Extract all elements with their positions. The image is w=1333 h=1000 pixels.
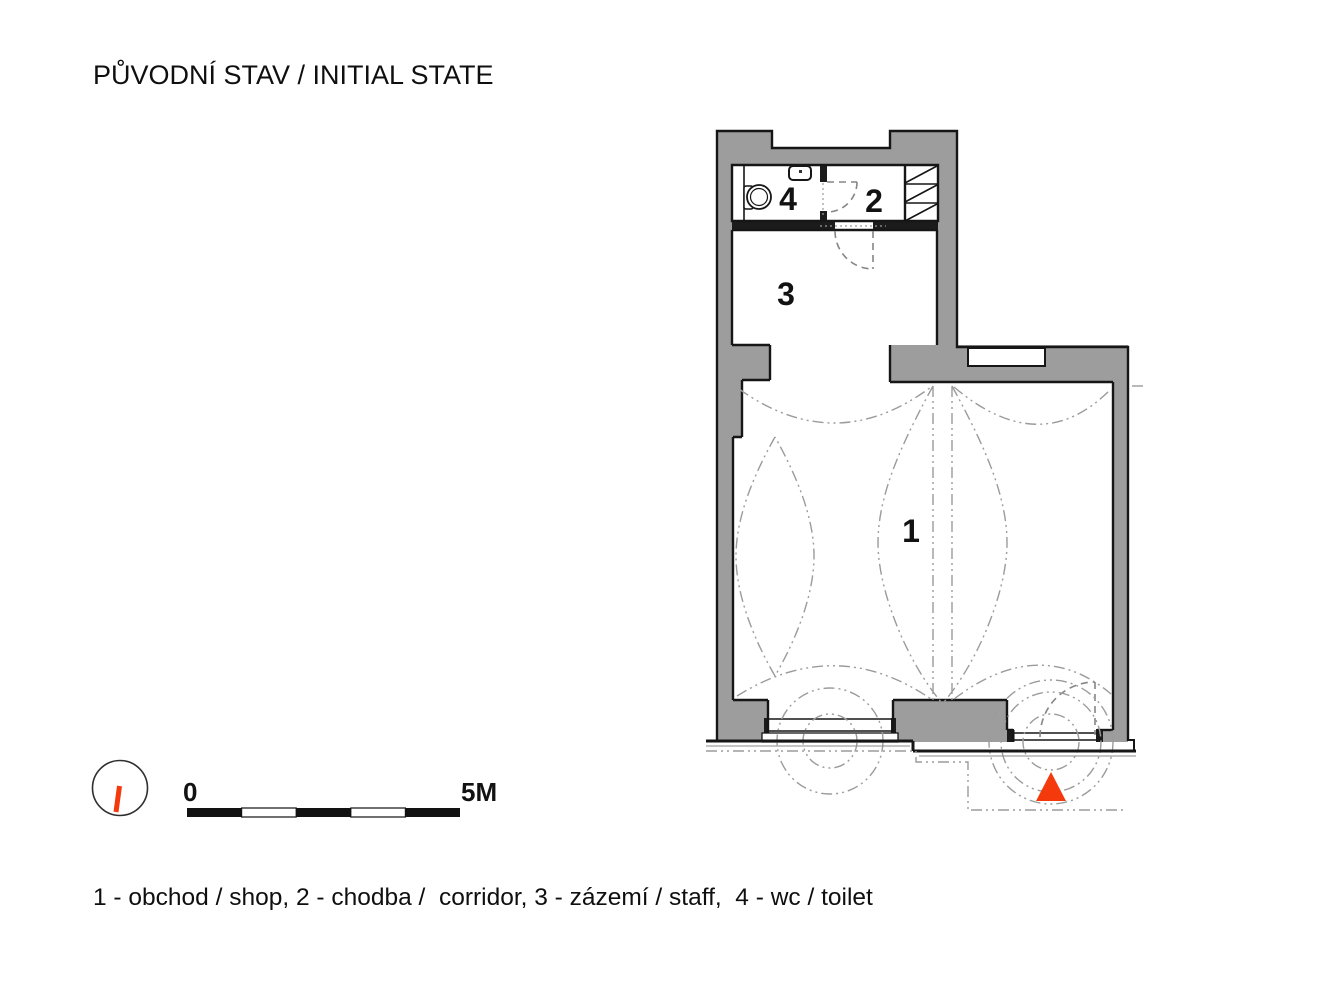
- toilet-icon: [744, 185, 771, 209]
- ground-lines: [706, 741, 1136, 810]
- scale-start-label: 0: [183, 777, 198, 807]
- room-legend: 1 - obchod / shop, 2 - chodba / corridor, 3 - zázemí / staff, 4 - wc / toilet: [93, 884, 873, 911]
- room-label-shop: 1: [902, 513, 920, 549]
- scale-bar: [183, 777, 497, 817]
- north-indicator: [93, 761, 148, 816]
- scale-end-label: 5M: [461, 777, 498, 807]
- room-label-staff: 3: [777, 276, 795, 312]
- partition-walls: [732, 165, 1103, 742]
- room-label-corridor: 2: [865, 183, 883, 219]
- sidewalk-line: [706, 751, 1126, 810]
- entrance-marker: [1036, 772, 1066, 801]
- room-label-wc: 4: [779, 181, 797, 217]
- corridor-stairs: [905, 166, 937, 221]
- page-title: PŮVODNÍ STAV / INITIAL STATE: [93, 60, 494, 90]
- sink-icon: [789, 166, 811, 180]
- shop-window-frames: [744, 165, 1097, 740]
- north-needle: [116, 786, 120, 812]
- door-swings: [827, 182, 1095, 737]
- wall-niche: [968, 348, 1045, 366]
